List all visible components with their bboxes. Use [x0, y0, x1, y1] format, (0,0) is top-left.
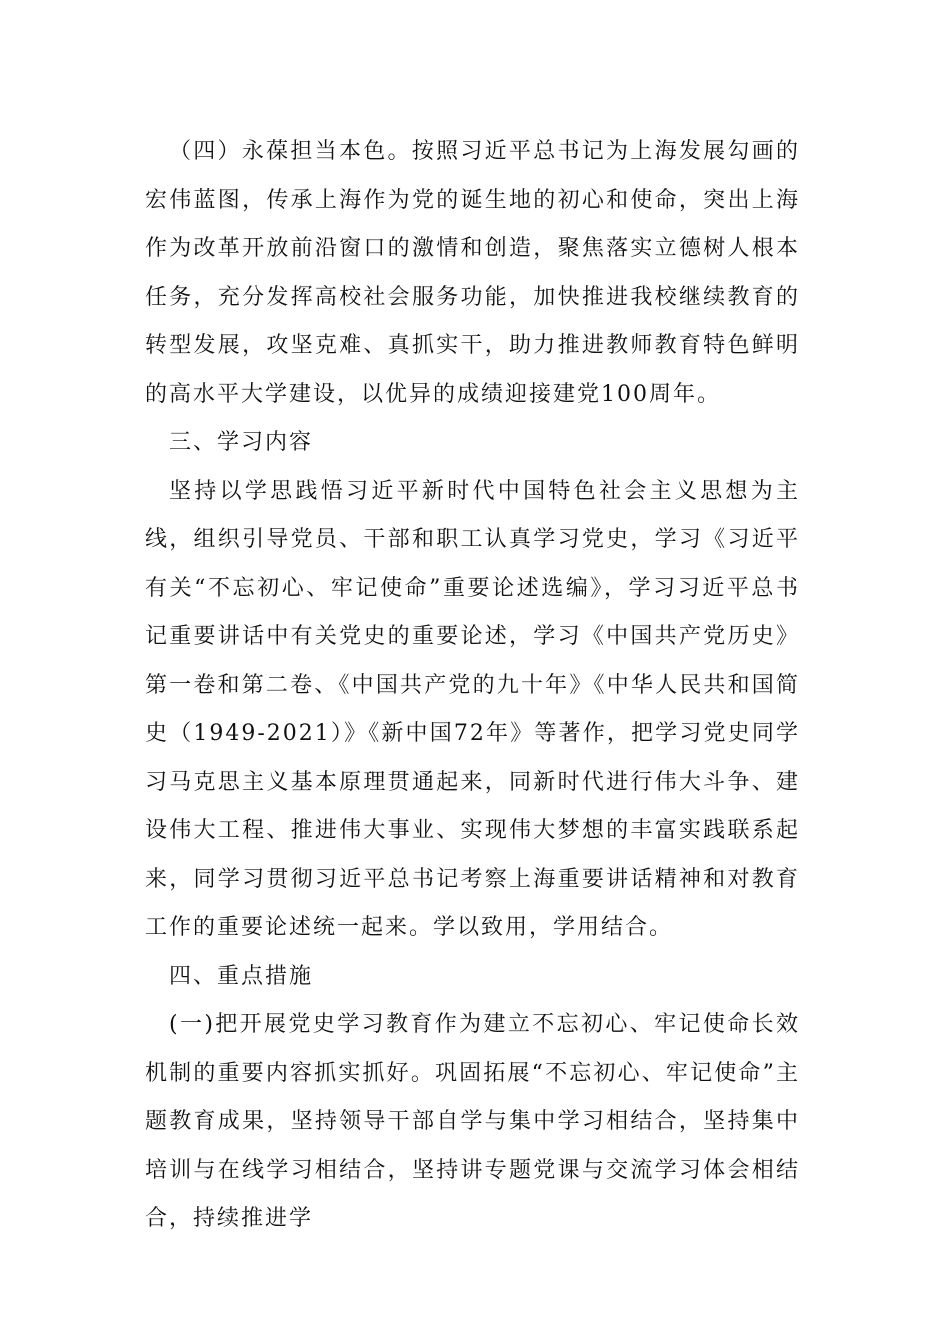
paragraph-study-content: 坚持以学思践悟习近平新时代中国特色社会主义思想为主线，组织引导党员、干部和职工认真学习党史，学习《习近平有关“不忘初心、牢记使命”重要论述选编》，学习习近平总书记重要讲话中有关党史的重要论述，学习《中国共产党历史》第一卷和第二卷、《中国共产党的九十年》《中华人民共和国简史（1949-2021）》《新中国72年》等著作，把学习党史同学习马克思主义基本原理贯通起来，同新时代进行伟大斗争、建设伟大工程、推进伟大事业、实现伟大梦想的丰富实践联系起来，同学习贯彻习近平总书记考察上海重要讲话精神和对教育工作的重要论述统一起来。学以致用，学用结合。 — [145, 478, 800, 940]
paragraph-key-measure-one: (一)把开展党史学习教育作为建立不忘初心、牢记使命长效机制的重要内容抓实抓好。巩固拓展“不忘初心、牢记使命”主题教育成果，坚持领导干部自学与集中学习相结合，坚持集中培训与在线学习相结合，坚持讲专题党课与交流学习体会相结合，持续推进学 — [145, 1012, 800, 1231]
document-body — [145, 128, 800, 1244]
section-heading-key-measures: 四、重点措施 — [169, 963, 314, 989]
section-heading-study-content: 三、学习内容 — [169, 430, 314, 455]
paragraph-four-commitment: （四）永葆担当本色。按照习近平总书记为上海发展勾画的宏伟蓝图，传承上海作为党的诞生地的初心和使命，突出上海作为改革开放前沿窗口的激情和创造，聚焦落实立德树人根本任务，充分发挥高校社会服务功能，加快推进我校继续教育的转型发展，攻坚克难、真抓实干，助力推进教师教育特色鲜明的高水平大学建设，以优异的成绩迎接建党100周年。 — [145, 139, 800, 407]
